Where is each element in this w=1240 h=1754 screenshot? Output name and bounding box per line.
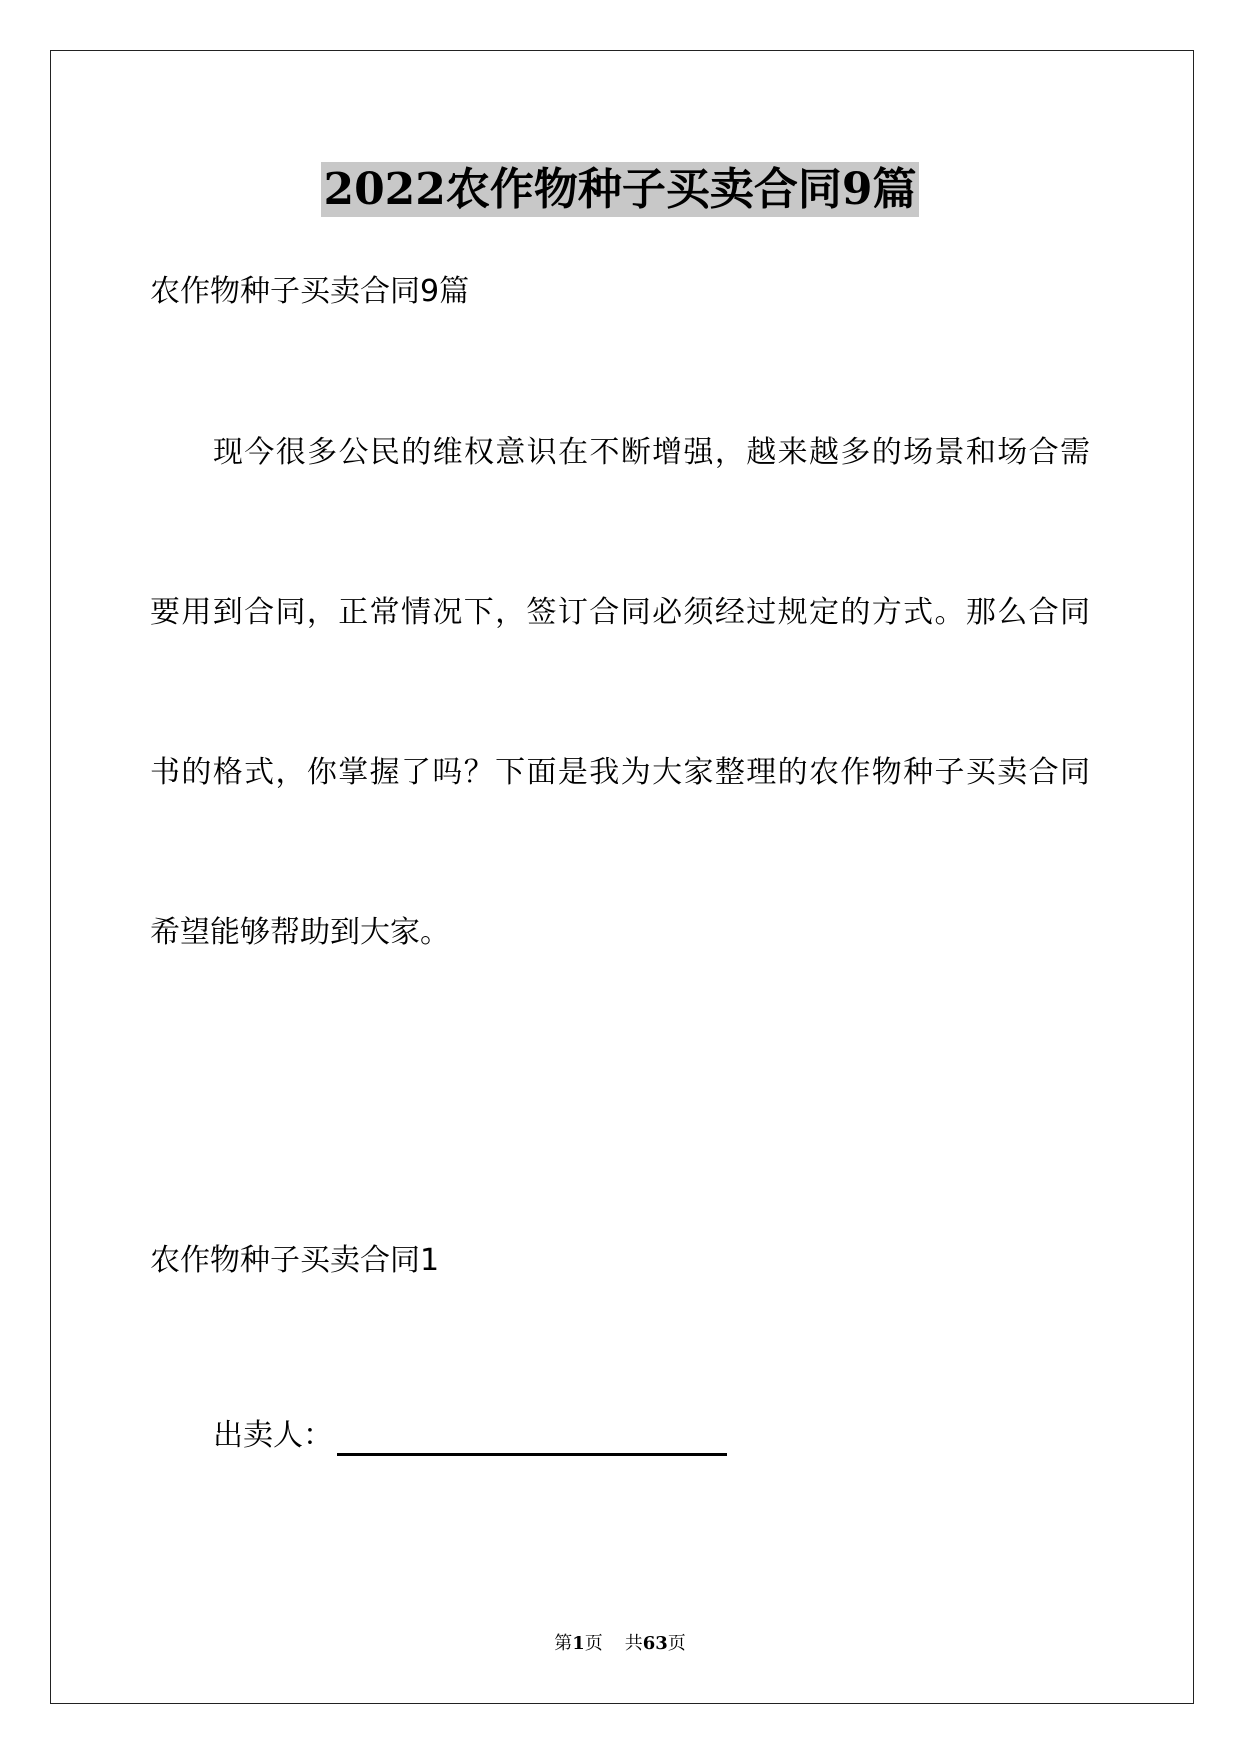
footer-total-suffix: 页 <box>667 1633 686 1654</box>
seller-blank-line <box>337 1423 727 1456</box>
document-title-text: 2022农作物种子买卖合同9篇 <box>323 164 917 215</box>
footer-page-suffix: 页 <box>584 1633 603 1654</box>
intro-line-1: 现今很多公民的维权意识在不断增强，越来越多的场景和场合需 <box>213 435 1090 470</box>
seller-field <box>213 1416 727 1456</box>
footer-total-pages: 63 <box>642 1633 668 1654</box>
document-title <box>0 162 1240 218</box>
intro-line-3: 书的格式，你掌握了吗？下面是我为大家整理的农作物种子买卖合同 <box>150 755 1090 790</box>
document-subtitle: 农作物种子买卖合同9篇 <box>150 274 470 309</box>
section-heading: 农作物种子买卖合同1 <box>150 1243 440 1278</box>
seller-label: 出卖人： <box>213 1418 333 1453</box>
page-footer <box>0 1632 1240 1656</box>
footer-current-page: 1 <box>572 1633 585 1654</box>
intro-line-2: 要用到合同，正常情况下，签订合同必须经过规定的方式。那么合同 <box>150 595 1090 630</box>
footer-total-prefix: 共 <box>624 1633 643 1654</box>
footer-page-prefix: 第 <box>554 1633 573 1654</box>
intro-line-4: 希望能够帮助到大家。 <box>150 915 450 950</box>
